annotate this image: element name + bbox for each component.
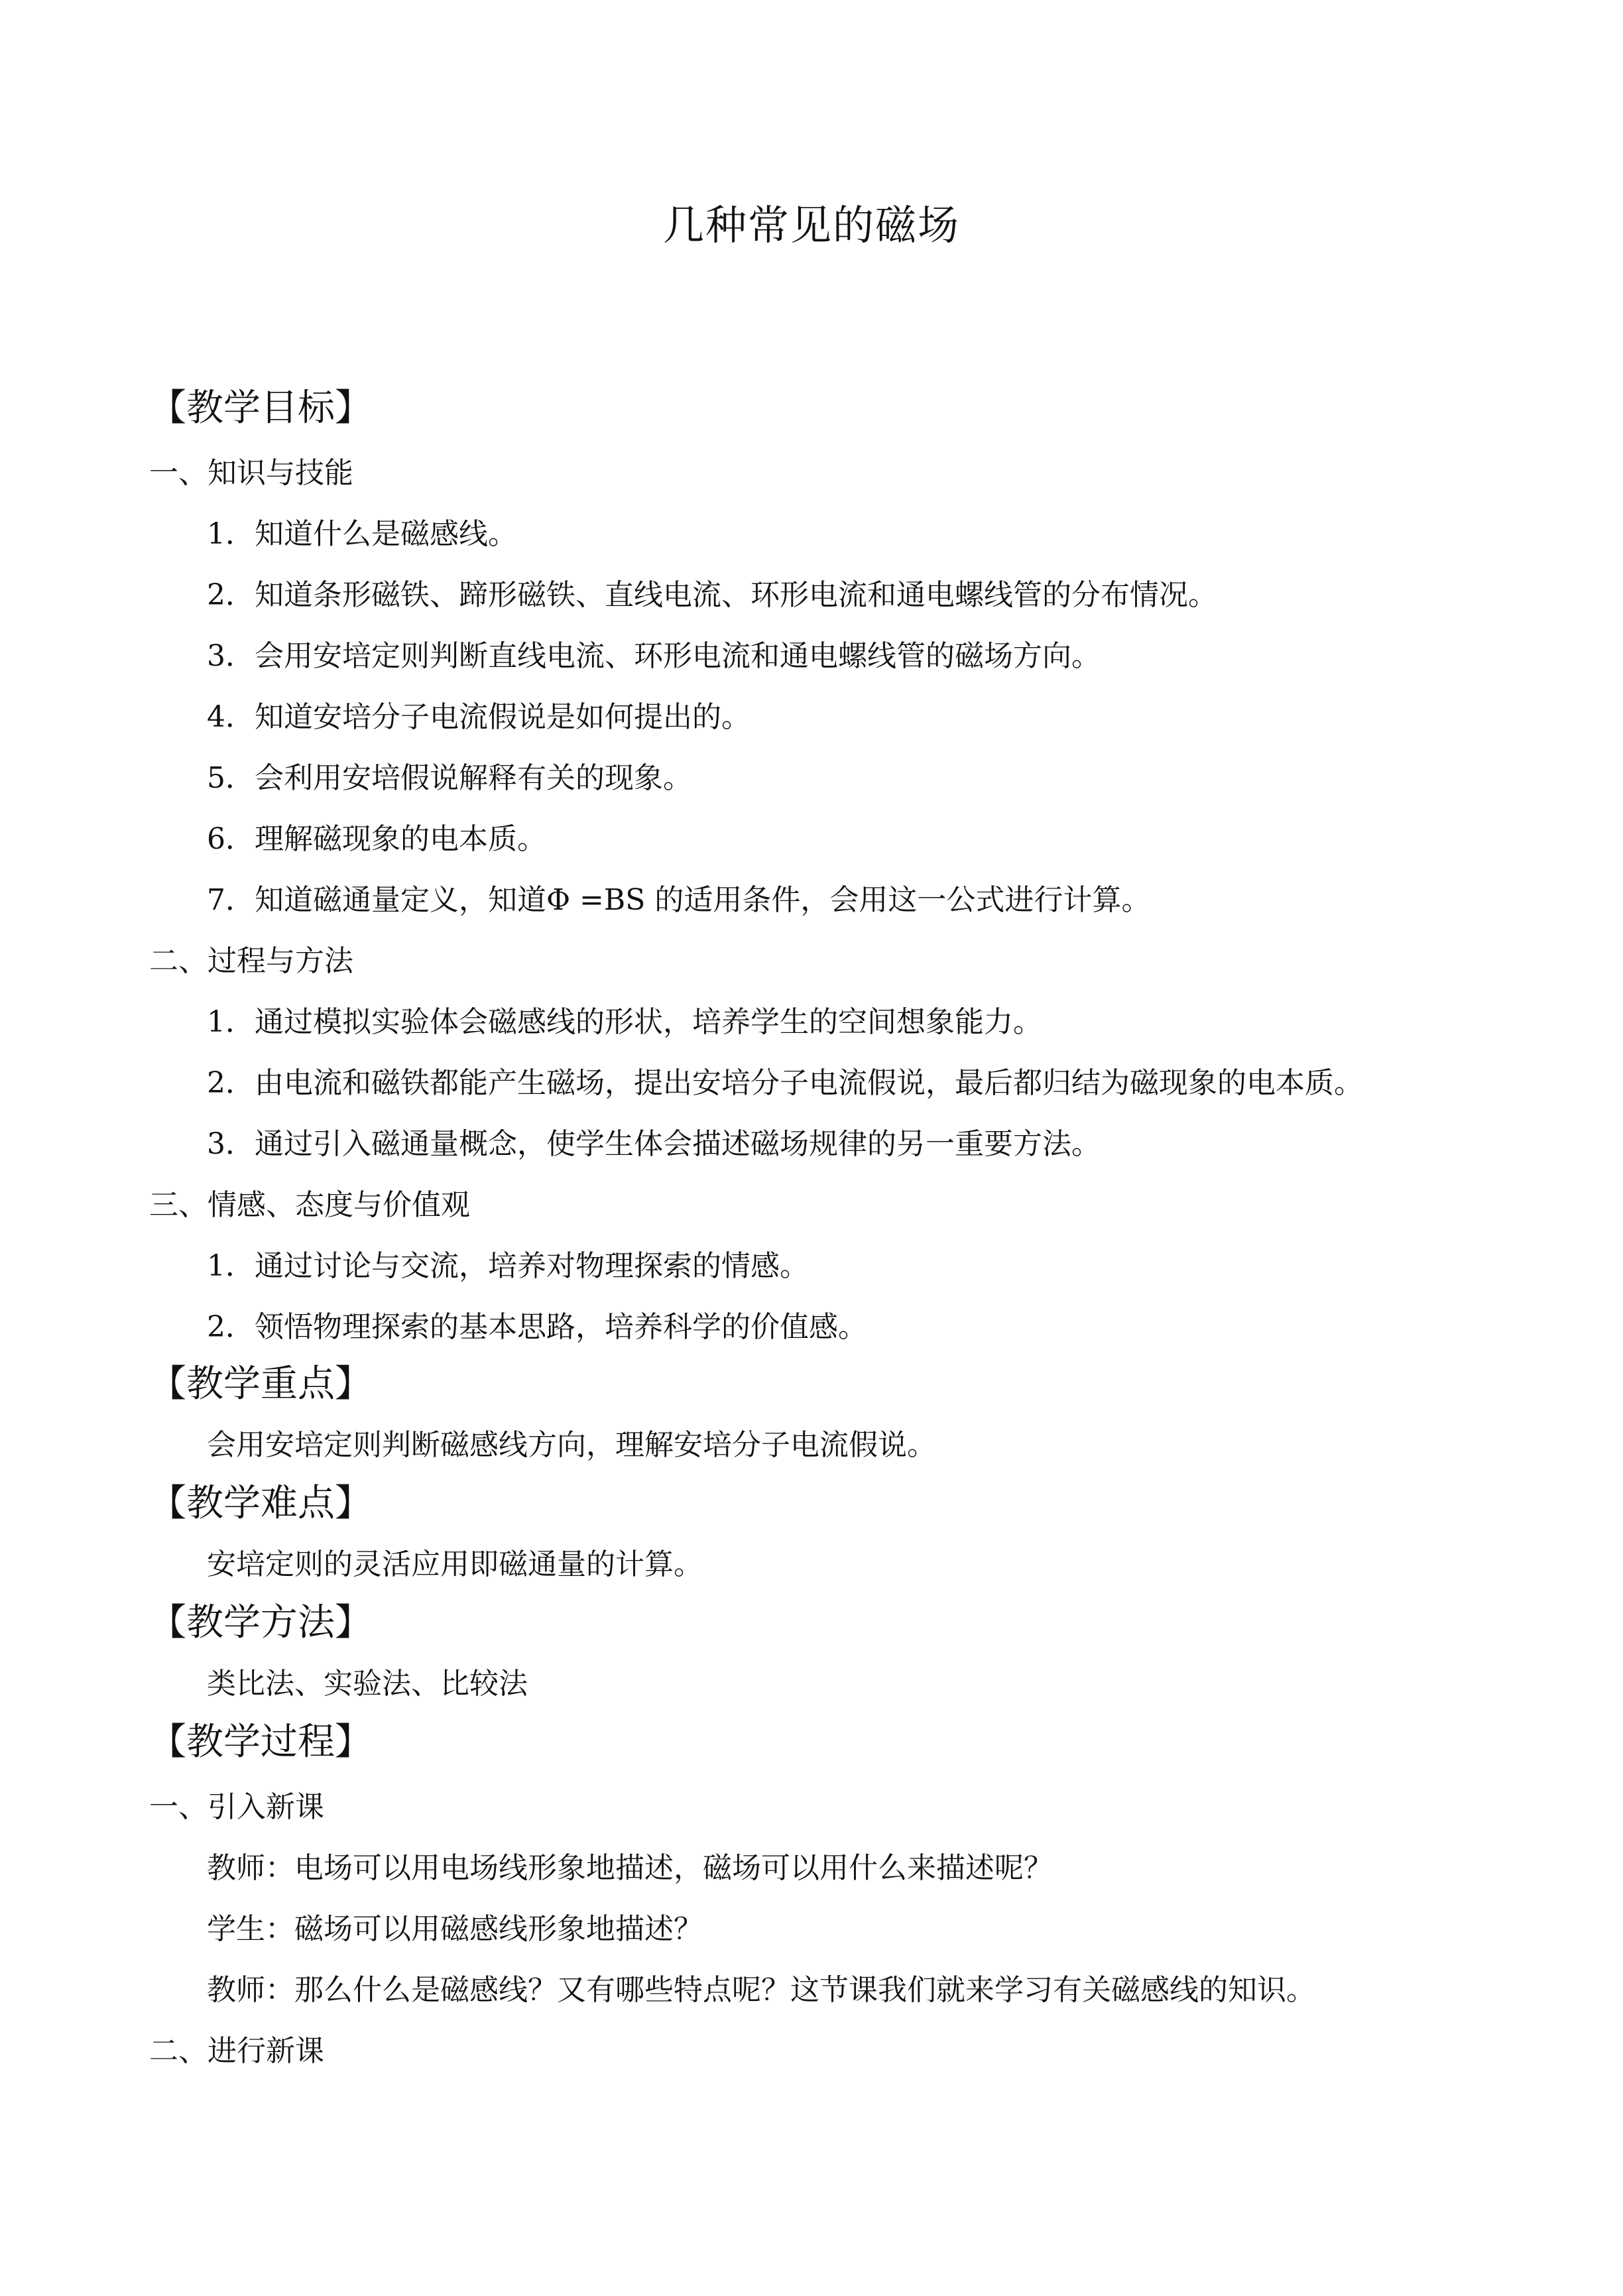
knowledge-item-1: 1．知道什么是磁感线。 <box>207 517 517 551</box>
knowledge-item-4: 4．知道安培分子电流假说是如何提出的。 <box>207 700 751 734</box>
heading-methods: 【教学方法】 <box>149 1601 372 1644</box>
dialogue-line-1: 教师：电场可以用电场线形象地描述，磁场可以用什么来描述呢？ <box>207 1851 1053 1885</box>
section-new-lesson: 二、进行新课 <box>149 2034 324 2068</box>
difficulties-text: 安培定则的灵活应用即磁通量的计算。 <box>207 1547 703 1581</box>
heading-process: 【教学过程】 <box>149 1721 372 1764</box>
section-intro: 一、引入新课 <box>149 1790 324 1824</box>
knowledge-item-5: 5．会利用安培假说解释有关的现象。 <box>207 761 692 795</box>
attitude-item-2: 2．领悟物理探索的基本思路，培养科学的价值感。 <box>207 1310 867 1344</box>
dialogue-line-3: 教师：那么什么是磁感线？又有哪些特点呢？这节课我们就来学习有关磁感线的知识。 <box>207 1973 1315 2007</box>
heading-difficulties: 【教学难点】 <box>149 1482 372 1525</box>
key-points-text: 会用安培定则判断磁感线方向，理解安培分子电流假说。 <box>207 1428 936 1462</box>
section-process-methods: 二、过程与方法 <box>149 944 353 978</box>
knowledge-item-2: 2．知道条形磁铁、蹄形磁铁、直线电流、环形电流和通电螺线管的分布情况。 <box>207 578 1217 612</box>
dialogue-line-2: 学生：磁场可以用磁感线形象地描述？ <box>207 1912 703 1946</box>
process-item-2: 2．由电流和磁铁都能产生磁场，提出安培分子电流假说，最后都归结为磁现象的电本质。 <box>207 1066 1363 1100</box>
knowledge-item-3: 3．会用安培定则判断直线电流、环形电流和通电螺线管的磁场方向。 <box>207 639 1101 673</box>
process-item-1: 1．通过模拟实验体会磁感线的形状，培养学生的空间想象能力。 <box>207 1005 1042 1039</box>
heading-key-points: 【教学重点】 <box>149 1362 372 1406</box>
knowledge-item-7: 7．知道磁通量定义，知道Φ =BS 的适用条件，会用这一公式进行计算。 <box>207 883 1151 917</box>
process-item-3: 3．通过引入磁通量概念，使学生体会描述磁场规律的另一重要方法。 <box>207 1127 1101 1161</box>
attitude-item-1: 1．通过讨论与交流，培养对物理探索的情感。 <box>207 1249 809 1283</box>
methods-text: 类比法、实验法、比较法 <box>207 1667 528 1701</box>
document-title: 几种常见的磁场 <box>662 201 960 249</box>
knowledge-item-6: 6．理解磁现象的电本质。 <box>207 822 546 856</box>
heading-objectives: 【教学目标】 <box>149 387 372 430</box>
section-attitudes: 三、情感、态度与价值观 <box>149 1188 470 1222</box>
section-knowledge-skills: 一、知识与技能 <box>149 456 353 490</box>
